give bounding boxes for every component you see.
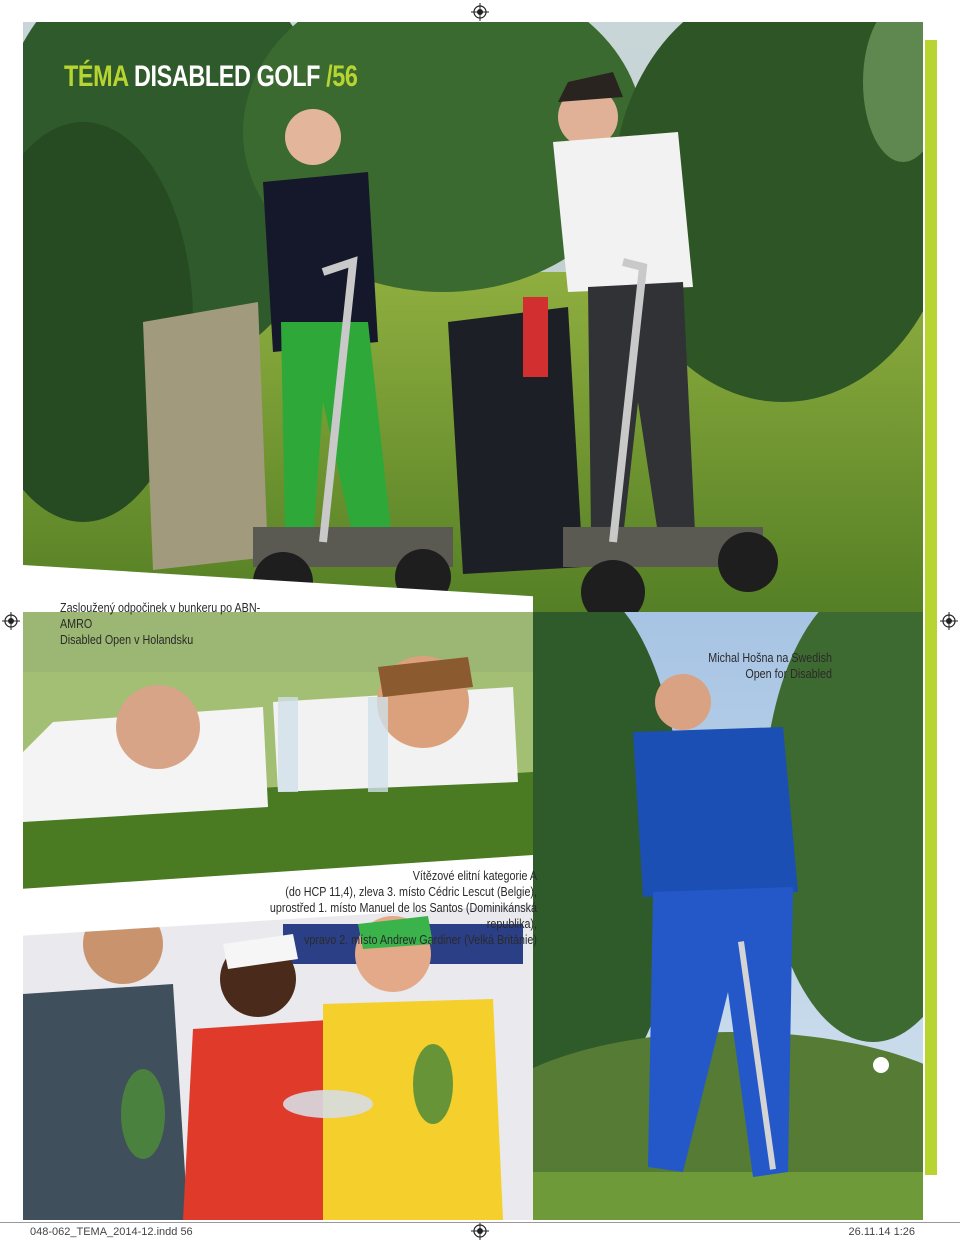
caption-line: Open for Disabled (745, 667, 832, 681)
registration-mark-icon (471, 3, 489, 21)
caption-line: Vítězové elitní kategorie A (412, 869, 537, 883)
caption-line: Disabled Open v Holandsku (60, 633, 194, 647)
caption-line: Michal Hošna na Swedish (708, 651, 832, 665)
caption-top-photo (60, 600, 284, 648)
section-keyword: TÉMA (64, 60, 128, 93)
print-slug (0, 1222, 960, 1242)
slug-filename: 048-062_TEMA_2014-12.indd 56 (30, 1226, 193, 1238)
section-title: DISABLED GOLF (133, 60, 321, 93)
caption-right-photo (660, 650, 832, 682)
registration-mark-icon (940, 612, 958, 630)
slug-divider (0, 1222, 960, 1223)
slug-timestamp: 26.11.14 1:26 (848, 1226, 915, 1238)
registration-mark-icon (2, 612, 20, 630)
photo-winners-trophies (23, 904, 533, 1220)
caption-line: Zasloužený odpočinek v bunkeru po ABN-AMRO (60, 601, 261, 631)
section-header (64, 60, 358, 94)
page-number: /56 (326, 60, 358, 93)
caption-line: (do HCP 11,4), zleva 3. místo Cédric Lescut (Belgie), (285, 885, 537, 899)
photo-golfer-swing (533, 612, 923, 1220)
caption-line: vpravo 2. místo Andrew Gardiner (Velká Británie) (303, 933, 537, 947)
edge-accent-tab (925, 40, 937, 1175)
photo-golfers-on-carts (23, 22, 923, 650)
caption-line: uprostřed 1. místo Manuel de los Santos (Dominikánská republika), (269, 901, 537, 931)
caption-bottom-photo (227, 868, 537, 948)
